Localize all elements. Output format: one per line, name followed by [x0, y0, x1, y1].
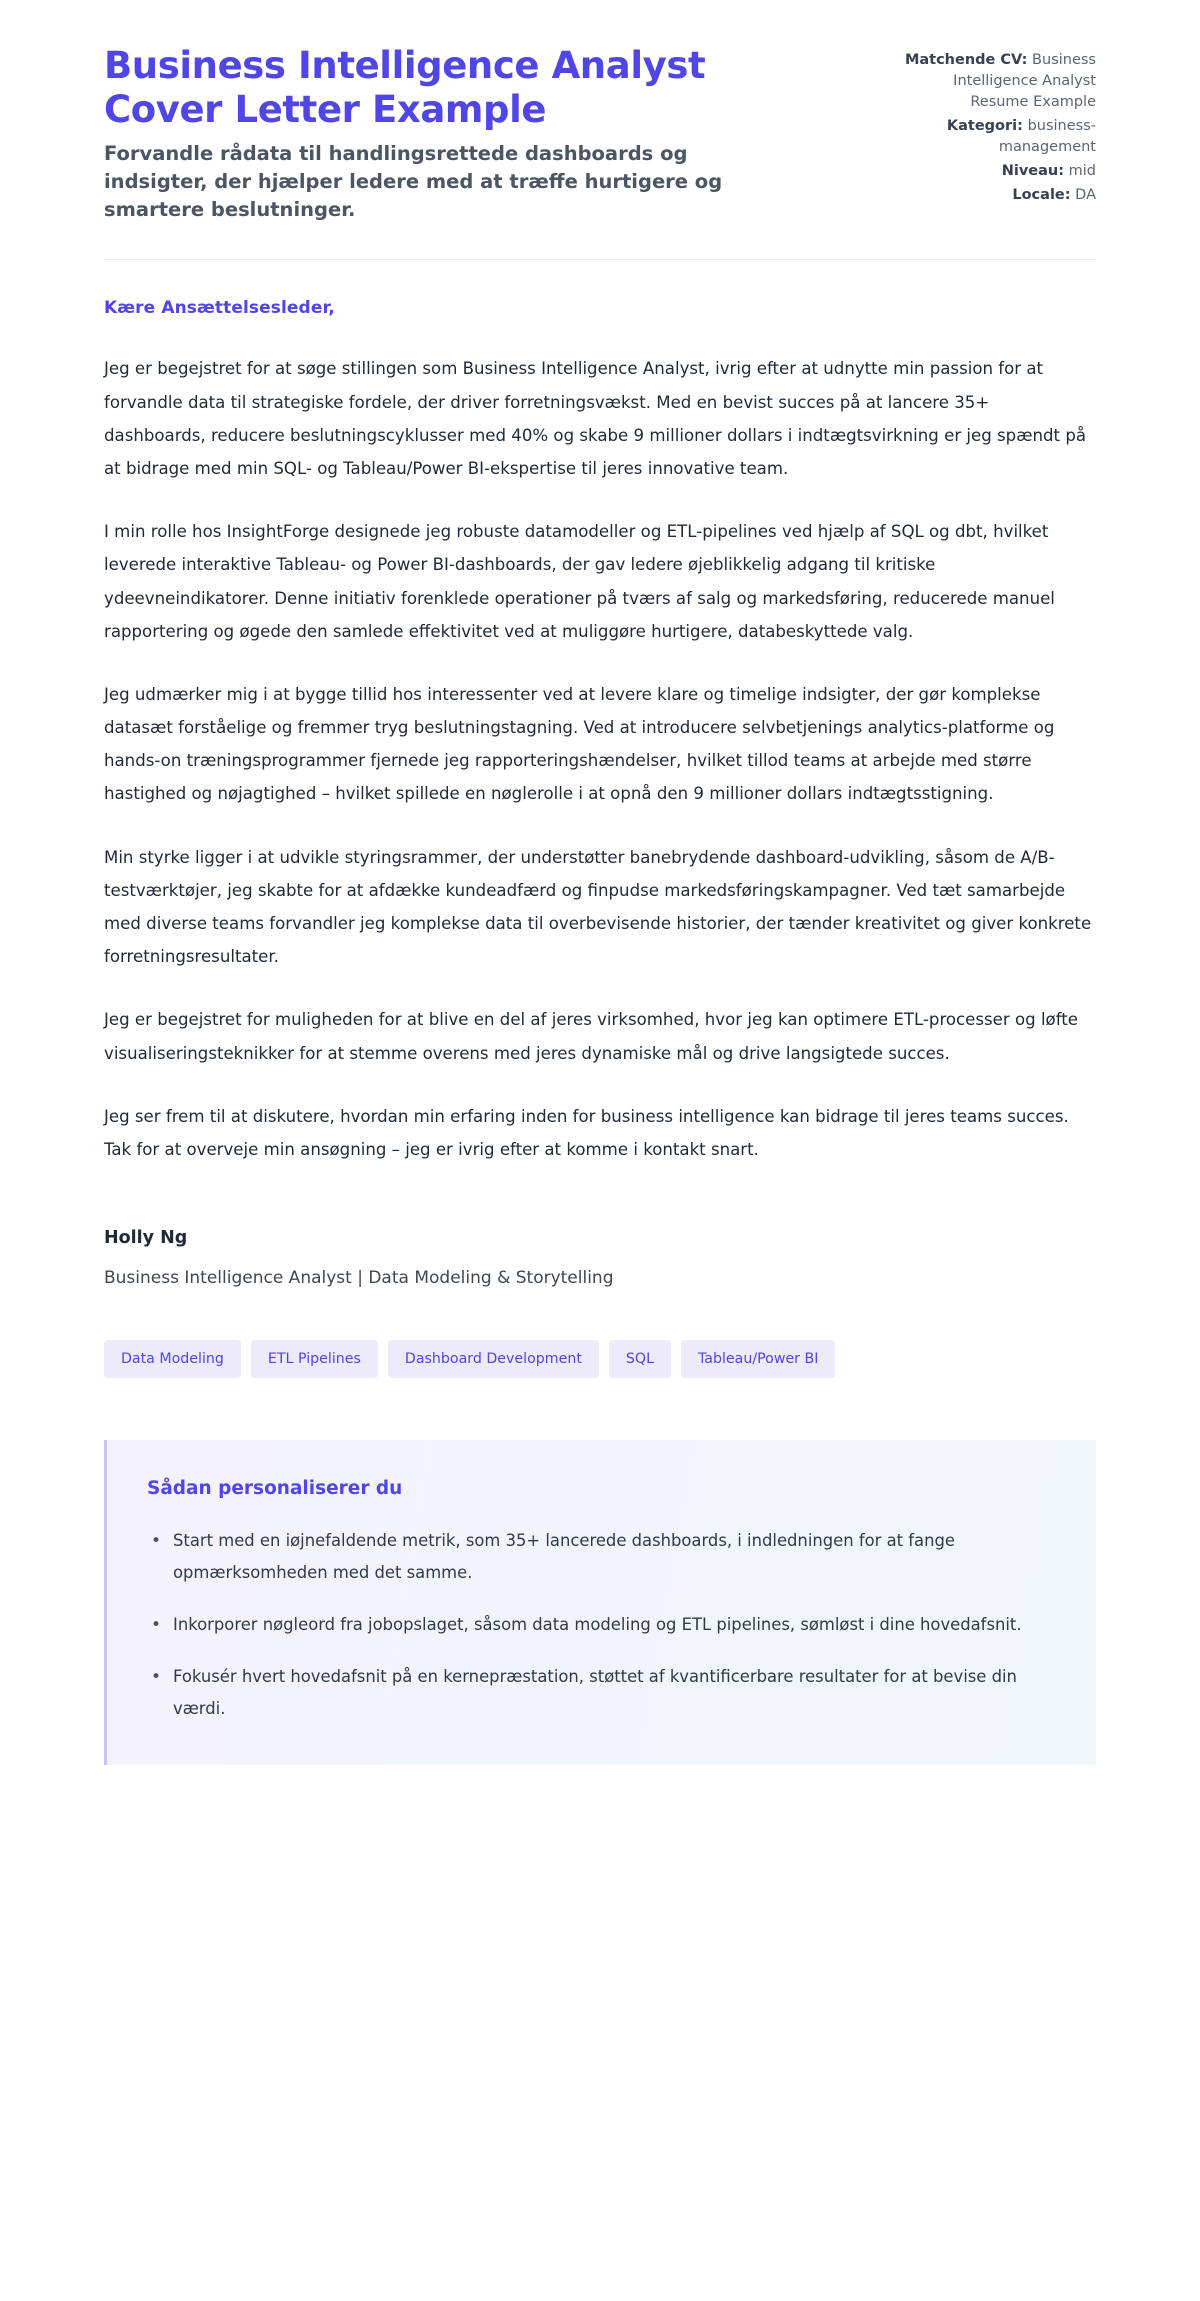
- letter-paragraph: I min rolle hos InsightForge designede jeg robuste datamodeller og ETL-pipelines ved hjælp af SQL og dbt, hvilket leverede interaktive Tableau- og Power BI-dashboards, der gav ledere øjeblikkelig adgang til kritiske ydeevneindikatorer. Denne initiativ forenklede operationer på tværs af salg og markedsføring, reducerede manuel rapportering og øgede den samlede effektivitet ved at muliggøre hurtigere, databeskyttede valg.: [104, 522, 1055, 641]
- meta-level-label: Niveau:: [1001, 163, 1065, 180]
- meta-category: [891, 116, 1096, 158]
- meta-locale-label: Locale:: [1012, 187, 1071, 204]
- meta-matching-cv-value: Business Intelligence Analyst Resume Example: [953, 52, 1096, 111]
- letter-paragraph: Jeg er begejstret for at søge stillingen som Business Intelligence Analyst, ivrig efter at udnytte min passion for at forvandle data til strategiske fordele, der driver forretningsvækst. Med en bevist succes på at lancere 35+ dashboards, reducere beslutningscyklusser med 40% og skabe 9 millioner dollars i indtægtsvirkning er jeg spændt på at bidrage med min SQL- og Tableau/Power BI-ekspertise til jeres innovative team.: [104, 359, 1087, 478]
- tips-list-item: • Fokusér hvert hovedafsnit på en kernepræstation, støttet af kvantificerbare resultater for at bevise din værdi.: [147, 1661, 1052, 1725]
- meta-category-label: Kategori:: [946, 118, 1023, 135]
- letter-paragraph: Jeg udmærker mig i at bygge tillid hos interessenter ved at levere klare og timelige indsigter, der gør komplekse datasæt forståelige og fremmer tryg beslutningstagning. Ved at introducere selvbetjenings analytics-platforme og hands-on træningsprogrammer fjernede jeg rapporteringshændelser, hvilket tillod teams at arbejde med større hastighed og nøjagtighed – hvilket spillede en nøglerolle i at opnå den 9 millioner dollars indtægtsstigning.: [104, 684, 1055, 804]
- skill-tag[interactable]: ETL Pipelines: [251, 1340, 378, 1378]
- signature-name: Holly Ng: [104, 1228, 188, 1249]
- tips-list-item: • Inkorporer nøgleord fra jobopslaget, såsom data modeling og ETL pipelines, sømløst i dine hovedafsnit.: [147, 1609, 1052, 1641]
- letter-salutation: Kære Ansættelsesleder,: [104, 298, 335, 319]
- document-metadata: [891, 44, 1096, 209]
- meta-locale-value: DA: [1075, 187, 1096, 204]
- meta-level-value: mid: [1068, 163, 1096, 180]
- letter-paragraph: Jeg er begejstret for muligheden for at blive en del af jeres virksomhed, hvor jeg kan optimere ETL-processer og løfte visualiseringsteknikker for at stemme overens med jeres dynamiske mål og drive langsigtede succes.: [104, 1010, 1078, 1063]
- skill-tag[interactable]: SQL: [609, 1340, 671, 1378]
- skill-tag[interactable]: Data Modeling: [104, 1340, 241, 1378]
- letter-paragraph: Jeg ser frem til at diskutere, hvordan min erfaring inden for business intelligence kan bidrage til jeres teams succes. Tak for at overveje min ansøgning – jeg er ivrig efter at komme i kontakt snart.: [104, 1106, 1069, 1159]
- meta-category-value: business-management: [998, 118, 1096, 156]
- letter-body: [104, 260, 1096, 1765]
- page-header: [104, 44, 1096, 223]
- page-subtitle: Forvandle rådata til handlingsrettede dashboards og indsigter, der hjælper ledere med at træffe hurtigere og smartere beslutninger.: [104, 142, 723, 221]
- letter-signature: [104, 1228, 1096, 1288]
- page-title: Business Intelligence Analyst Cover Letter Example: [104, 44, 706, 131]
- tips-list: [147, 1525, 1052, 1725]
- letter-paragraph: Min styrke ligger i at udvikle styringsrammer, der understøtter banebrydende dashboard-udvikling, såsom de A/B-testværktøjer, jeg skabte for at afdække kundeadfærd og finpudse markedsføringskampagner. Ved tæt samarbejde med diverse teams forvandler jeg komplekse data til overbevisende historier, der tænder kreativitet og giver konkrete forretningsresultater.: [104, 847, 1092, 967]
- header-text-block: [104, 44, 804, 223]
- tips-list-item: • Start med en iøjnefaldende metrik, som 35+ lancerede dashboards, i indledningen for at fange opmærksomheden med det samme.: [147, 1525, 1052, 1589]
- skill-tag[interactable]: Tableau/Power BI: [681, 1340, 835, 1378]
- skill-tag[interactable]: Dashboard Development: [388, 1340, 599, 1378]
- skill-tag-list: [104, 1340, 1096, 1378]
- tips-title: Sådan personaliserer du: [147, 1478, 403, 1500]
- personalization-tips-callout: [104, 1440, 1096, 1765]
- meta-level: [891, 161, 1096, 182]
- meta-locale: [891, 185, 1096, 206]
- meta-matching-cv-label: Matchende CV:: [904, 52, 1028, 68]
- signature-role: Business Intelligence Analyst | Data Modeling & Storytelling: [104, 1268, 614, 1289]
- meta-matching-cv: [891, 50, 1096, 113]
